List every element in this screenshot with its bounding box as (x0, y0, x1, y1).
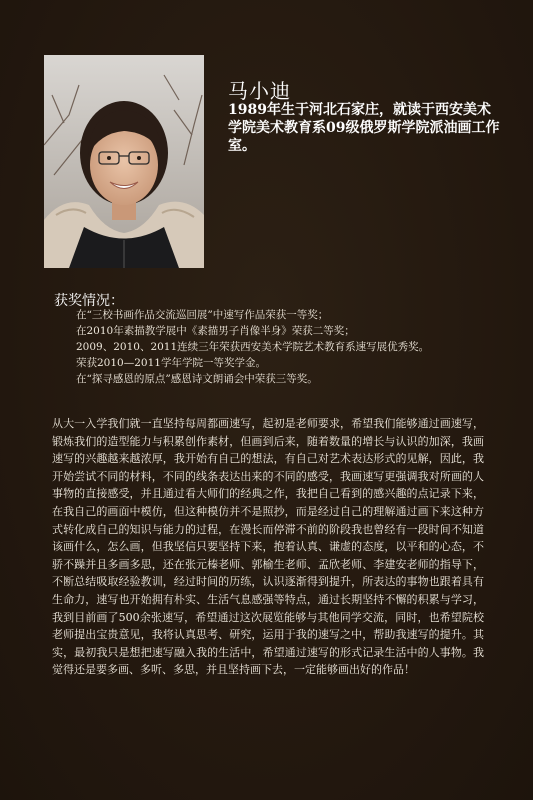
portrait-photo (44, 55, 204, 268)
awards-heading: 获奖情况： (54, 293, 124, 309)
artist-name: 马小迪 (228, 79, 291, 103)
award-item: 在“三校书画作品交流巡回展”中速写作品荣获一等奖； (76, 309, 329, 321)
awards-list (76, 307, 516, 387)
award-item: 荣获2010—2011学年学院一等奖学金。 (76, 357, 266, 369)
award-item: 2009、2010、2011连续三年荣获西安美术学院艺术教育系速写展优秀奖。 (76, 341, 430, 353)
artist-intro: 1989年生于河北石家庄，就读于西安美术学院美术教育系09级俄罗斯学院派油画工作室。 (228, 102, 500, 154)
artist-statement: 从大一入学我们就一直坚持每周都画速写，起初是老师要求，希望我们能够通过画速写，锻炼我们的造型能力与积累创作素材，但画到后来，随着数量的增长与认识的加深，我画速写的兴趣越来越浓厚，我开始有自己的想法，有自己对艺术表达形式的见解，因此，我开始尝试不同的材料，不同的线条表达出来的不同的感受，我画速写更强调我对所画的人事物的直接感受，并且通过看大师们的经典之作，我把自己看到的感兴趣的点记录下来，在我自己的画面中模仿，但这种模仿并不是照抄，而是经过自己的理解通过画下来这种方式转化成自己的知识与能力的过程，在漫长而停滞不前的阶段我也曾经有一段时间不知道该画什么，怎么画，但我坚信只要坚持下来，抱着认真、谦虚的态度，以平和的心态，不骄不躁并且多画多思，还在张元榛老师、郭榆生老师、孟欣老师、李建安老师的指导下，不断总结吸取经验教训，经过时间的历练，认识逐渐得到提升，所表达的事物也跟着具有生命力，速写也开始拥有朴实、生活气息感强等特点，通过长期坚持不懈的积累与学习，我到目前画了500余张速写，希望通过这次展览能够与其他同学交流，同时，也希望院校老师提出宝贵意见，我将认真思考、研究，运用于我的速写之中，帮助我速写的提升。其实，最初我只是想把速写融入我的生活中，希望通过速写的形式记录生活中的人事物。我觉得还是要多画、多听、多思，并且坚持画下去，一定能够画出好的作品！ (52, 417, 484, 677)
award-item: 在“探寻感恩的原点”感恩诗文朗诵会中荣获三等奖。 (76, 373, 318, 385)
award-item: 在2010年素描教学展中《素描男子肖像半身》荣获二等奖； (76, 325, 355, 337)
